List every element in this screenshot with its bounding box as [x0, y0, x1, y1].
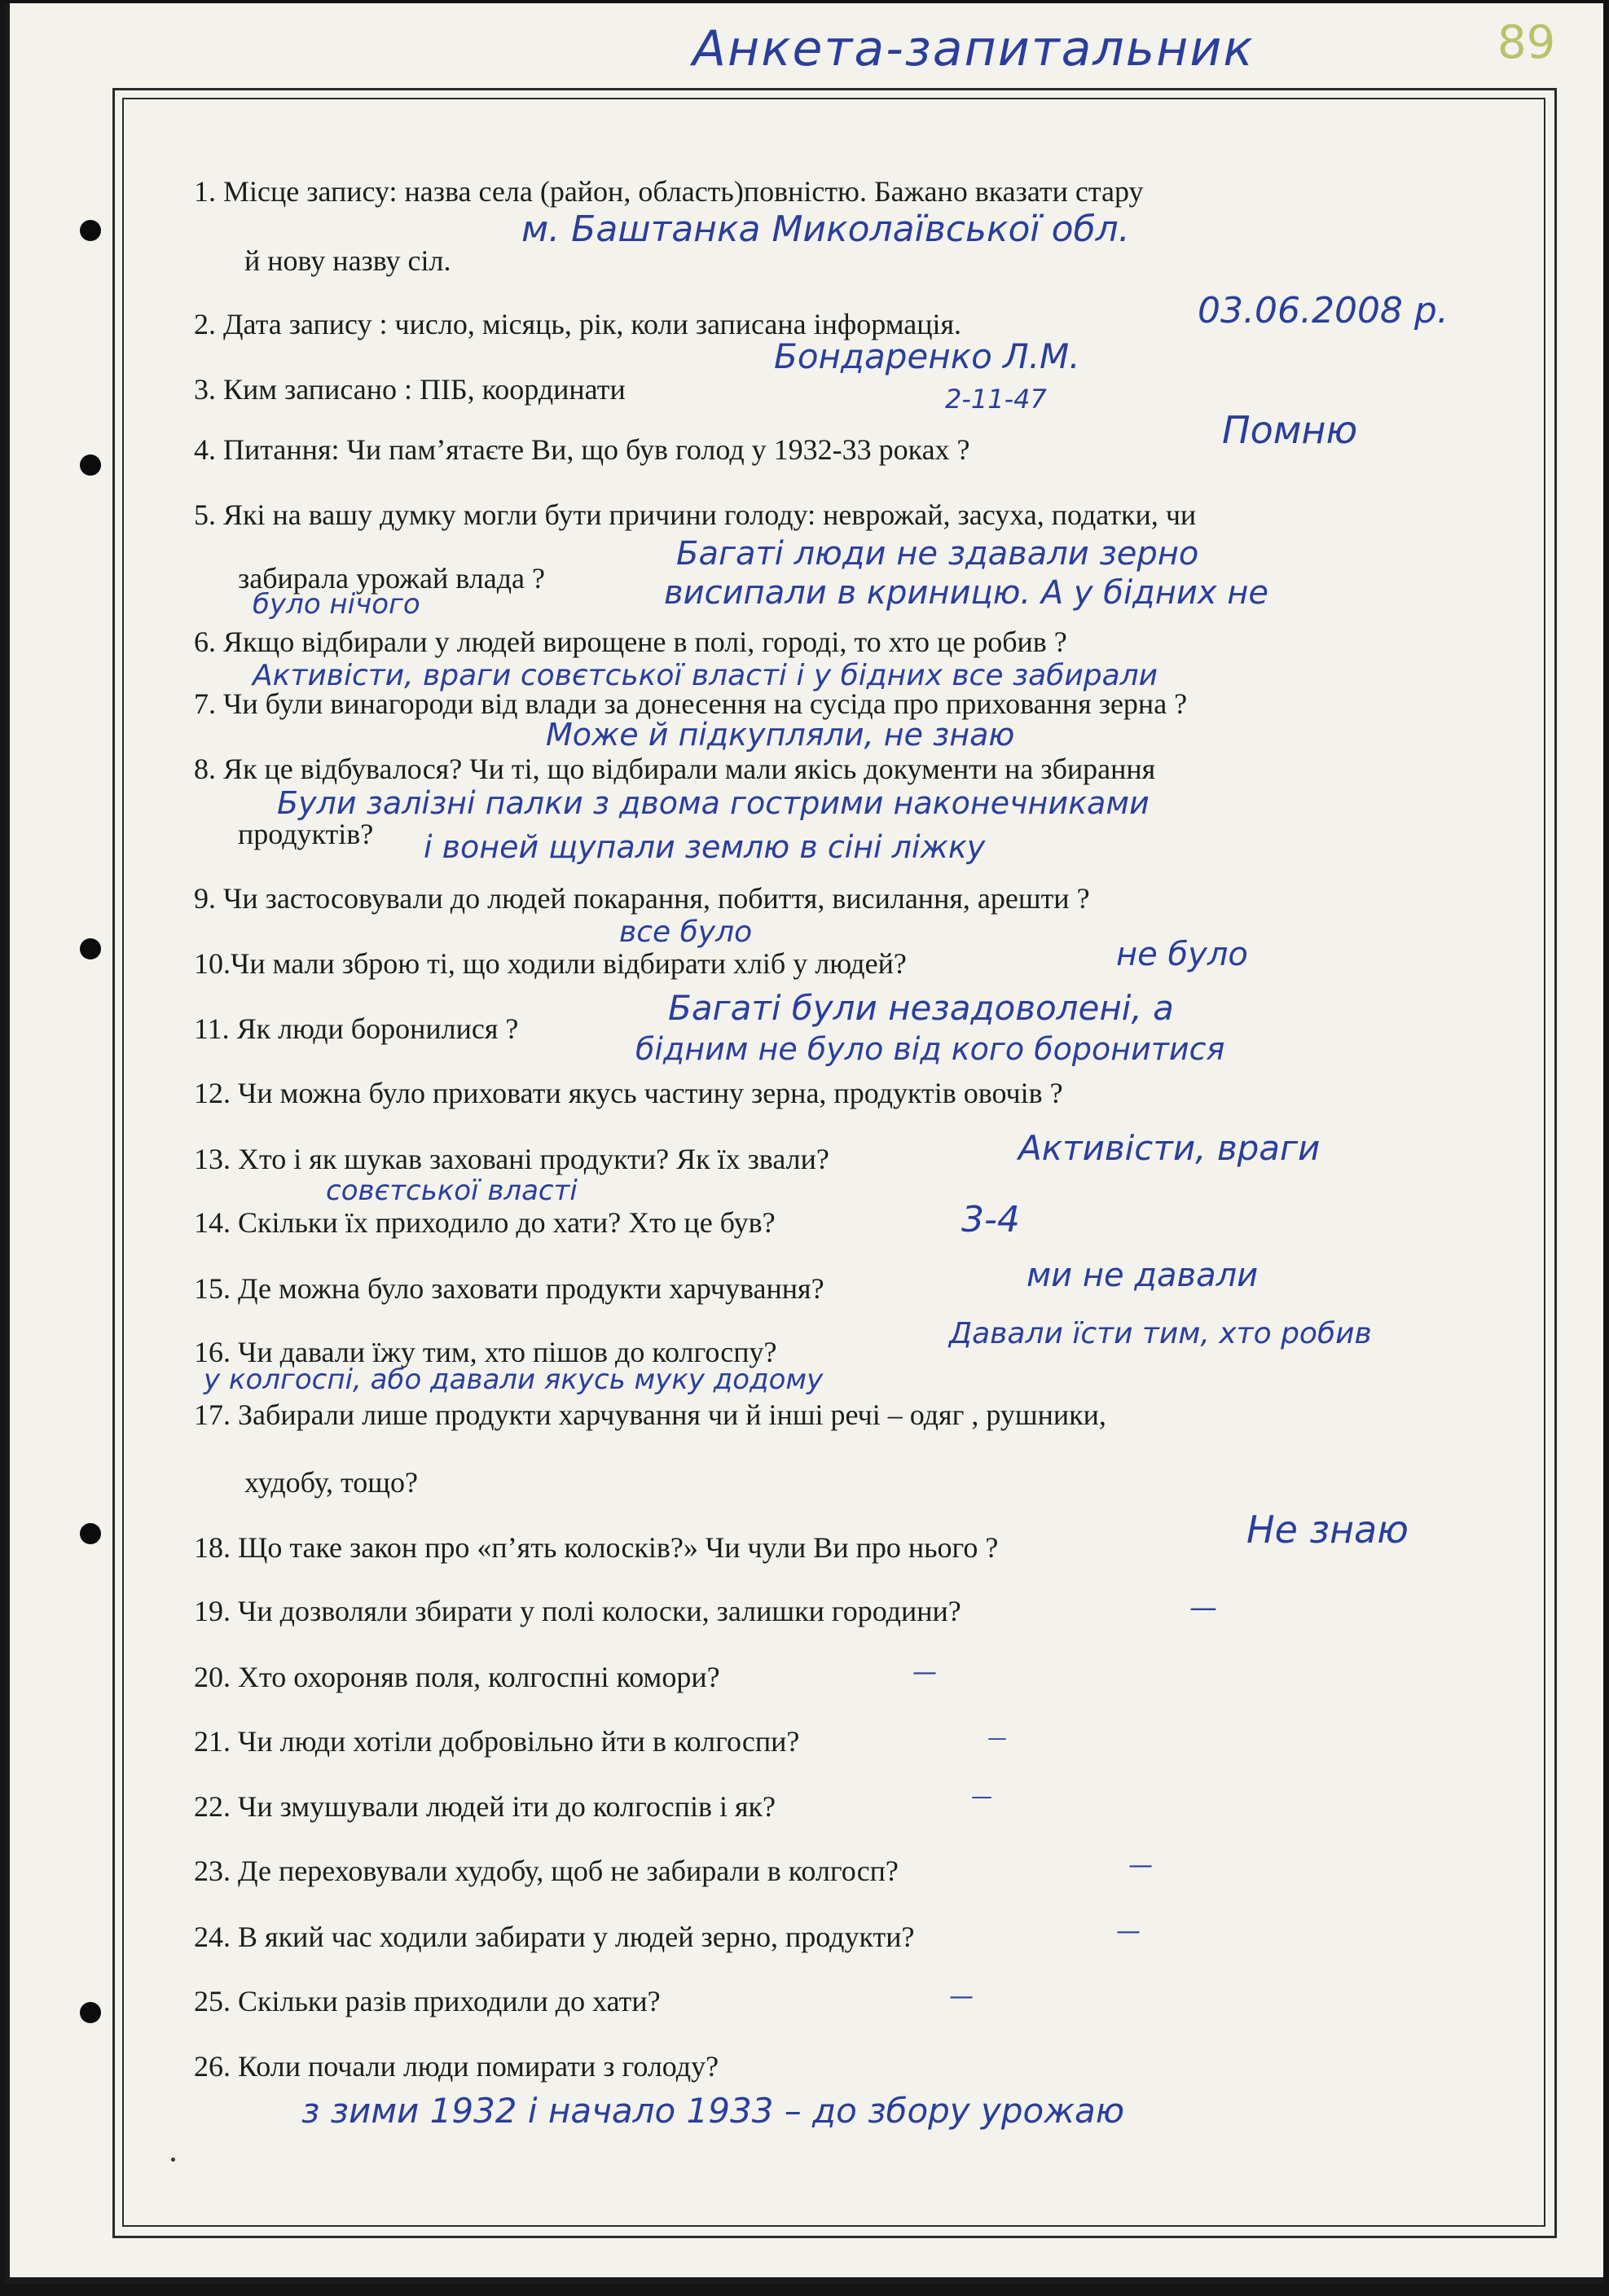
answer-19-dash: — — [1189, 1591, 1217, 1624]
answer-11-line2: бідним не було від кого боронитися — [635, 1031, 1225, 1067]
answer-3-name: Бондаренко Л.М. — [774, 336, 1080, 376]
answer-16-line1: Давали їсти тим, хто робив — [949, 1317, 1372, 1350]
question-text: 25. Скільки разів приходили до хати? — [194, 1985, 661, 2017]
page-number: 89 — [1497, 16, 1556, 69]
question-text: продуктів? — [238, 818, 374, 850]
punch-hole — [80, 1523, 101, 1544]
question-text: 7. Чи були винагороди від влади за донесення на сусіда про приховання зерна ? — [194, 687, 1188, 720]
answer-13-line1: Активісти, враги — [1018, 1128, 1321, 1168]
answer-24-dash: — — [1116, 1917, 1141, 1946]
punch-hole — [80, 220, 101, 241]
question-text: 1. Місце запису: назва села (район, область)повністю. Бажано вказати стару — [194, 175, 1144, 208]
question-text: 22. Чи змушували людей іти до колгоспів і як? — [194, 1790, 776, 1823]
answer-5-line3: було нічого — [253, 588, 420, 621]
question-text: 20. Хто охороняв поля, колгоспні комори? — [194, 1661, 720, 1693]
question-text: 3. Ким записано : ПІБ, координати — [194, 373, 626, 406]
answer-11-line1: Багаті були незадоволені, а — [668, 988, 1174, 1028]
answer-3-phone: 2-11-47 — [945, 384, 1047, 415]
question-text: 10.Чи мали зброю ті, що ходили відбирати хліб у людей? — [194, 947, 907, 980]
answer-15: ми не давали — [1027, 1257, 1259, 1294]
corner-mark-left — [5, 3, 10, 2284]
handwritten-title: Анкета-запитальник — [692, 20, 1255, 77]
answer-9: все було — [619, 915, 753, 949]
question-text: 17. Забирали лише продукти харчування чи й інші речі – одяг , рушники, — [194, 1398, 1106, 1431]
answer-4: Помню — [1222, 408, 1358, 452]
answer-6: Активісти, враги совєтської власті і у бідних все забирали — [253, 659, 1158, 692]
answer-5-line1: Багаті люди не здавали зерно — [676, 535, 1199, 573]
question-text: 5. Які на вашу думку могли бути причини голоду: неврожай, засуха, податки, чи — [194, 498, 1197, 531]
answer-21-dash: — — [987, 1727, 1007, 1749]
answer-20-dash: — — [912, 1658, 937, 1687]
answer-10: не було — [1116, 936, 1248, 973]
corner-mark-bottom — [5, 2277, 1603, 2284]
answer-26: з зими 1932 і начало 1933 – до збору урожаю — [301, 2091, 1125, 2131]
question-text: 19. Чи дозволяли збирати у полі колоски, залишки городини? — [194, 1595, 961, 1627]
question-text: 23. Де переховували худобу, щоб не забирали в колгосп? — [194, 1855, 899, 1887]
answer-8-line1: Були залізні палки з двома гострими наконечниками — [277, 785, 1150, 821]
answer-22-dash: — — [971, 1785, 992, 1809]
question-text: 6. Якщо відбирали у людей вирощене в полі, городі, то хто це робив ? — [194, 626, 1067, 658]
question-text: 24. В який час ходили забирати у людей зерно, продукти? — [194, 1921, 915, 1953]
answer-5-line2: висипали в криницю. А у бідних не — [664, 574, 1269, 612]
question-text: 4. Питання: Чи пам’ятаєте Ви, що був голод у 1932-33 роках ? — [194, 433, 970, 466]
question-text: 26. Коли почали люди помирати з голоду? — [194, 2050, 719, 2083]
answer-18: Не знаю — [1246, 1508, 1409, 1552]
answer-23-dash: — — [1128, 1851, 1153, 1880]
question-text: 9. Чи застосовували до людей покарання, побиття, висилання, арешти ? — [194, 882, 1090, 915]
answer-14: 3-4 — [961, 1199, 1020, 1240]
answer-1: м. Баштанка Миколаївської обл. — [521, 209, 1130, 250]
question-text: й нову назву сіл. — [244, 244, 451, 277]
answer-8-line2: і воней щупали землю в сіні ліжку — [424, 829, 986, 865]
question-text: 11. Як люди боронилися ? — [194, 1012, 519, 1045]
question-text: забирала урожай влада ? — [238, 562, 545, 595]
punch-hole — [80, 454, 101, 476]
question-text: 16. Чи давали їжу тим, хто пішов до колгоспу? — [194, 1336, 777, 1368]
question-text: 2. Дата запису : число, місяць, рік, коли записана інформація. — [194, 308, 962, 340]
answer-16-line2: у колгоспі, або давали якусь муку додому — [204, 1363, 824, 1396]
ink-dot — [171, 2158, 175, 2162]
answer-25-dash: — — [949, 1982, 974, 2011]
question-text: 8. Як це відбувалося? Чи ті, що відбирали мали якісь документи на збирання — [194, 753, 1156, 785]
punch-hole — [80, 2002, 101, 2023]
question-text: 21. Чи люди хотіли добровільно йти в колгоспи? — [194, 1725, 800, 1758]
question-text: 12. Чи можна було приховати якусь частину зерна, продуктів овочів ? — [194, 1077, 1063, 1109]
question-text: 13. Хто і як шукав заховані продукти? Як їх звали? — [194, 1143, 829, 1175]
question-text: 14. Скільки їх приходило до хати? Хто це був? — [194, 1206, 776, 1239]
answer-13-line2: совєтської власті — [326, 1174, 578, 1207]
answer-7: Може й підкупляли, не знаю — [546, 717, 1015, 753]
question-text: худобу, тощо? — [244, 1466, 418, 1499]
punch-hole — [80, 938, 101, 959]
question-text: 15. Де можна було заховати продукти харчування? — [194, 1272, 824, 1305]
answer-2: 03.06.2008 р. — [1198, 290, 1449, 331]
question-text: 18. Що таке закон про «п’ять колосків?» Чи чули Ви про нього ? — [194, 1531, 999, 1564]
